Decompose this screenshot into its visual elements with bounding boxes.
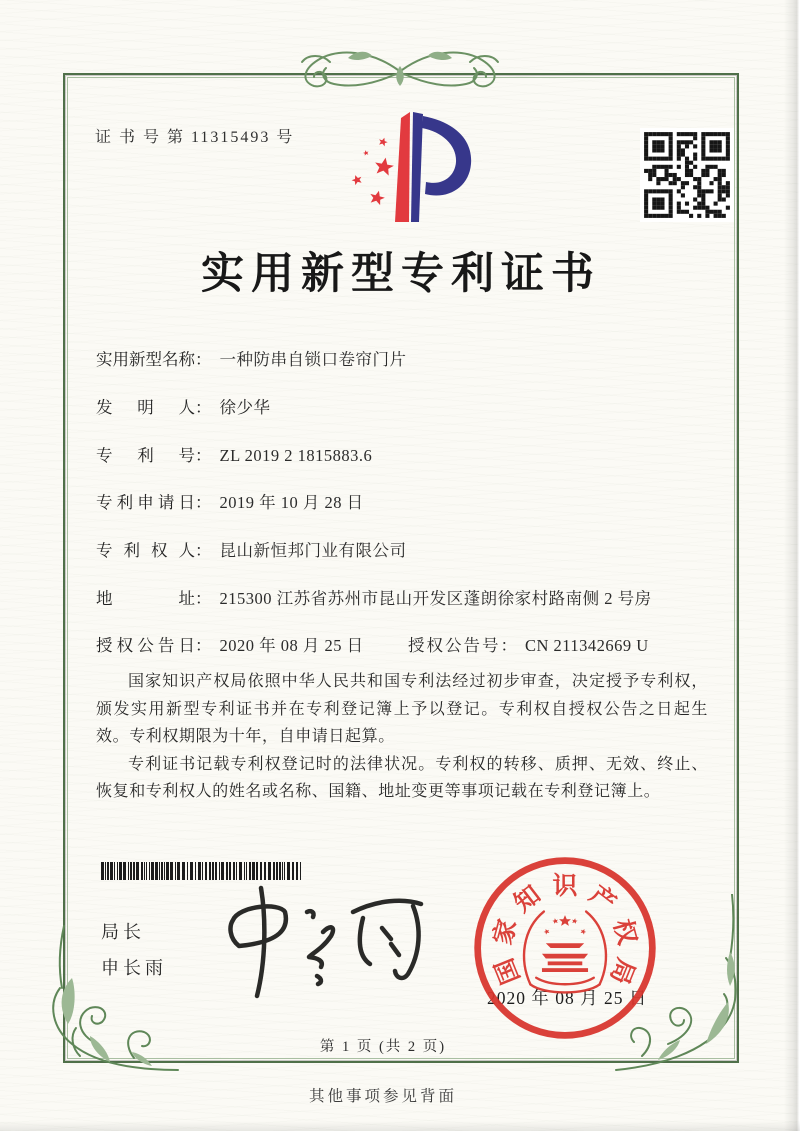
legal-paragraph-1: 国家知识产权局依照中华人民共和国专利法经过初步审查，决定授予专利权，颁发实用新型专利证书并在专利登记簿上予以登记。专利权自授权公告之日起生效。专利权期限为十年，自申请日起算。 xyxy=(96,673,708,746)
field-label: 地址 xyxy=(96,589,195,608)
seal-char: 知 xyxy=(509,881,546,918)
red-official-seal-icon xyxy=(469,852,661,1044)
field-colon: ： xyxy=(195,446,212,465)
field-value: 2020 年 08 月 25 日 xyxy=(219,636,364,655)
field-label: 发明人 xyxy=(96,398,195,417)
page-info: 第 1 页 (共 2 页) xyxy=(319,1039,447,1055)
field-colon: ： xyxy=(195,493,212,512)
scanned-page-edge-right xyxy=(784,0,800,1131)
legal-text xyxy=(96,668,708,806)
field-colon: ： xyxy=(195,398,212,417)
field-colon: ： xyxy=(195,350,212,369)
field-label: 授权公告号 xyxy=(408,636,501,655)
field-label: 专利号 xyxy=(96,446,195,465)
field-colon: ： xyxy=(500,636,517,655)
field-pair-grant-number xyxy=(408,632,649,656)
field-label: 专利申请日 xyxy=(96,493,195,512)
field-row-patent-number xyxy=(96,442,372,466)
field-value: 徐少华 xyxy=(219,398,271,417)
field-colon: ： xyxy=(195,589,212,608)
field-row-filing-date xyxy=(96,489,364,513)
field-row-invention-name xyxy=(96,346,407,370)
field-value: 昆山新恒邦门业有限公司 xyxy=(219,541,407,560)
certificate-number: 证 书 号 第 11315493 号 xyxy=(95,129,295,146)
field-value: 2019 年 10 月 28 日 xyxy=(219,493,364,512)
field-colon: ： xyxy=(195,541,212,560)
qr-code xyxy=(640,128,734,222)
signer-name: 申长雨 xyxy=(101,958,167,978)
field-label: 实用新型名称 xyxy=(96,350,195,369)
seal-char: 国 xyxy=(491,954,526,988)
field-row-patentee xyxy=(96,537,407,561)
field-colon: ： xyxy=(195,636,212,655)
signer-block xyxy=(101,914,167,986)
seal-char: 家 xyxy=(489,916,523,948)
legal-paragraph-2: 专利证书记载专利权登记时的法律状况。专利权的转移、质押、无效、终止、恢复和专利权人的姓名或名称、国籍、地址变更等事项记载在专利登记簿上。 xyxy=(96,755,708,801)
seal-char: 权 xyxy=(607,916,641,948)
field-label: 专利权人 xyxy=(96,541,195,560)
seal-char: 产 xyxy=(584,881,621,918)
certificate-title: 实用新型专利证书 xyxy=(201,251,601,298)
scanned-page-edge-bottom xyxy=(0,1121,800,1131)
field-value: ZL 2019 2 1815883.6 xyxy=(219,446,373,465)
field-value: 一种防串自锁口卷帘门片 xyxy=(219,350,407,369)
field-label: 授权公告日 xyxy=(96,636,195,655)
field-value: CN 211342669 U xyxy=(525,636,649,655)
seal-date: 2020 年 08 月 25 日 xyxy=(487,988,648,1008)
cnipa-logo-icon xyxy=(331,104,489,226)
national-emblem-icon xyxy=(524,912,606,993)
handwritten-signature-icon xyxy=(205,876,440,1004)
back-note: 其他事项参见背面 xyxy=(308,1088,457,1105)
seal-char: 识 xyxy=(552,873,578,901)
field-row-grant-date xyxy=(96,632,716,656)
field-row-address xyxy=(96,585,652,609)
seal-char: 局 xyxy=(604,954,639,988)
field-value: 215300 江苏省苏州市昆山开发区蓬朗徐家村路南侧 2 号房 xyxy=(219,589,652,608)
signer-role: 局长 xyxy=(101,922,145,942)
field-row-inventor xyxy=(96,394,271,418)
